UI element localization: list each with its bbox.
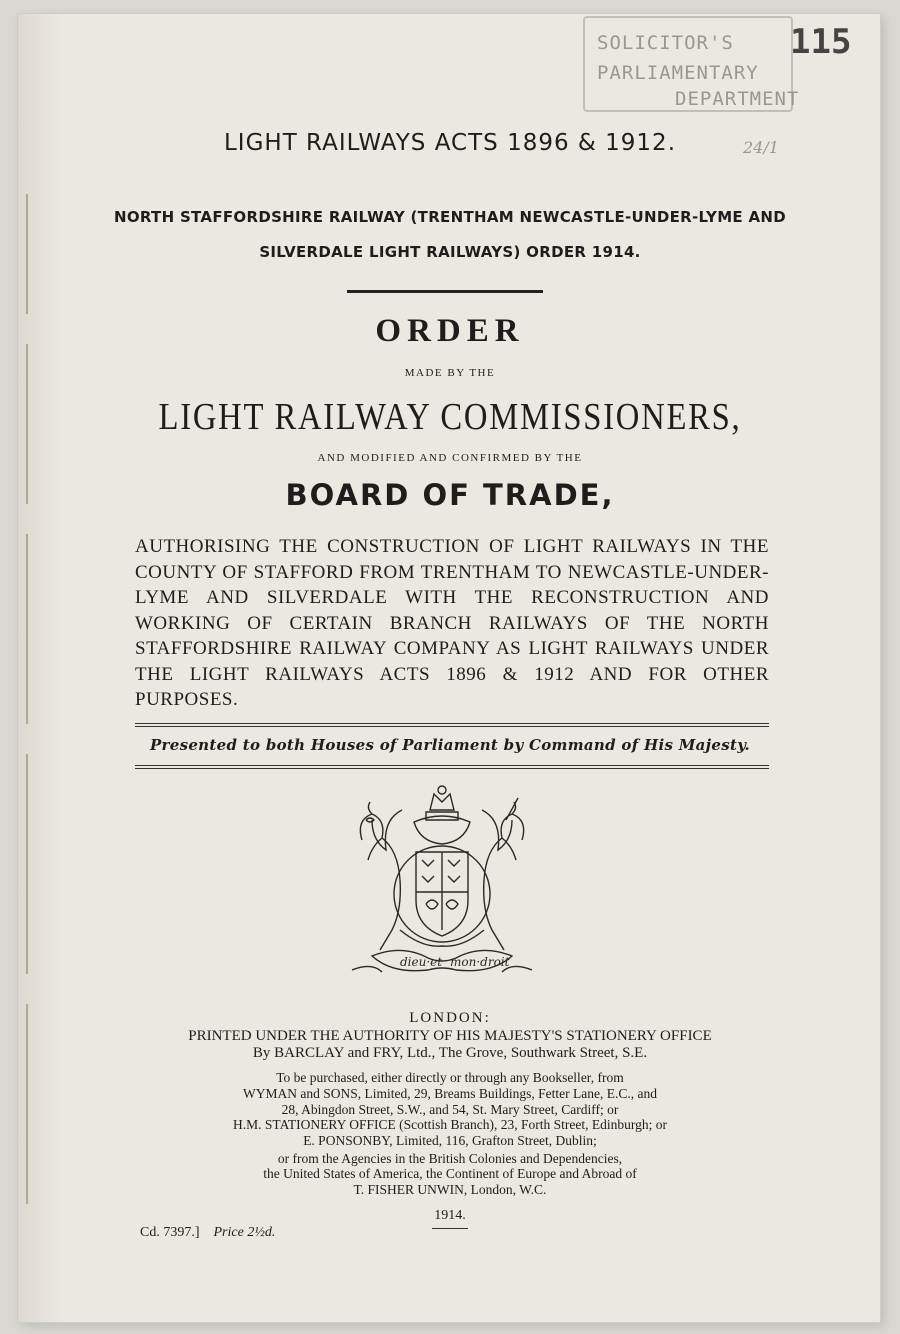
handwritten-note: 24/1 (743, 138, 779, 157)
price: Price 2½d. (213, 1225, 276, 1240)
royal-coat-of-arms-icon (342, 780, 542, 980)
motto-left: dieu·et (400, 955, 443, 969)
solicitors-stamp (575, 10, 815, 157)
purchase-line-6: or from the Agencies in the British Colonies and Dependencies, (277, 1151, 623, 1166)
purchase-line-1: To be purchased, either directly or through any Bookseller, from (276, 1070, 624, 1085)
purpose-paragraph: AUTHORISING THE CONSTRUCTION OF LIGHT RAILWAYS IN THE COUNTY OF STAFFORD FROM TRENTHAM TO NEWCASTLE-UNDER-LYME AND SILVERDALE WITH THE RECONSTRUCTION AND WORKING OF CERTAIN BRANCH RAILWAYS OF THE NORTH STAFFORDSHIRE RAILWAY COMPANY AS LIGHT RAILWAYS UNDER THE LIGHT RAILWAYS ACTS 1896 & 1912 AND FOR OTHER PURPOSES. (135, 536, 769, 710)
board-heading: BOARD OF TRADE, (285, 478, 615, 512)
modified-by-text: AND MODIFIED AND CONFIRMED BY THE (317, 452, 583, 464)
command-number: Cd. 7397.] (140, 1225, 200, 1240)
made-by-text: MADE BY THE (404, 367, 496, 379)
purchase-line-4: H.M. STATIONERY OFFICE (Scottish Branch), 23, Forth Street, Edinburgh; or (233, 1117, 667, 1132)
stamp-line-1: SOLICITOR'S (597, 32, 734, 54)
double-rule-top (135, 723, 769, 727)
presented-line: Presented to both Houses of Parliament by Command of His Majesty. (149, 736, 751, 754)
publication-year: 1914. (434, 1208, 466, 1223)
imprint-line-1: PRINTED UNDER THE AUTHORITY OF HIS MAJESTY'S STATIONERY OFFICE (188, 1028, 712, 1044)
acts-title: LIGHT RAILWAYS ACTS 1896 & 1912. (223, 130, 677, 156)
command-paper-line (140, 1225, 275, 1241)
order-title-line-1: NORTH STAFFORDSHIRE RAILWAY (TRENTHAM NEWCASTLE-UNDER-LYME AND (113, 208, 787, 226)
purchase-line-5: E. PONSONBY, Limited, 116, Grafton Street, Dublin; (303, 1133, 597, 1148)
purchase-line-8: T. FISHER UNWIN, London, W.C. (353, 1182, 547, 1197)
purchase-line-7: the United States of America, the Continent of Europe and Abroad of (263, 1166, 637, 1181)
double-rule-bottom (135, 765, 769, 769)
order-title-line-2: SILVERDALE LIGHT RAILWAYS) ORDER 1914. (259, 243, 641, 261)
divider-rule (347, 290, 543, 293)
order-heading: ORDER (375, 313, 525, 349)
stamp-line-3: DEPARTMENT (675, 88, 800, 110)
stamp-line-2: PARLIAMENTARY (597, 62, 759, 84)
commissioners-heading: LIGHT RAILWAY COMMISSIONERS, (158, 396, 742, 438)
imprint-line-2: By BARCLAY and FRY, Ltd., The Grove, Southwark Street, S.E. (252, 1045, 648, 1061)
motto-right: mon·droit (450, 955, 510, 969)
purchase-line-2: WYMAN and SONS, Limited, 29, Breams Buildings, Fetter Lane, E.C., and (243, 1086, 657, 1101)
page-number: 115 (790, 22, 852, 62)
purchase-line-3: 28, Abingdon Street, S.W., and 54, St. Mary Street, Cardiff; or (281, 1102, 619, 1117)
year-rule (432, 1228, 468, 1229)
imprint-city: LONDON: (409, 1010, 491, 1026)
